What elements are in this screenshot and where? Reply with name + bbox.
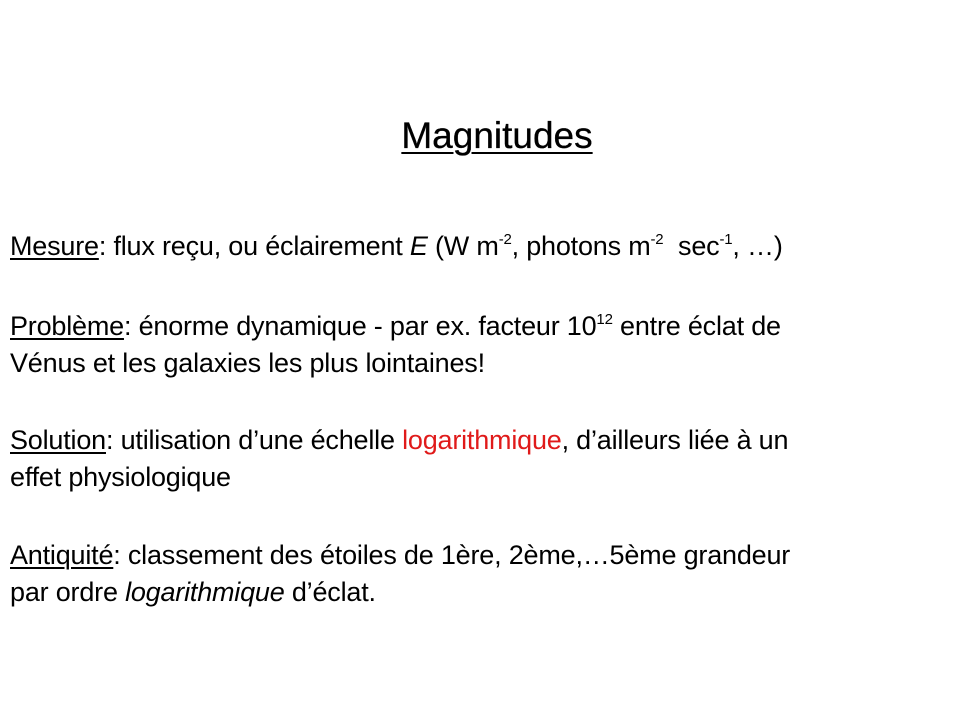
mesure-line xyxy=(10,228,955,265)
probleme-text-2: entre éclat de xyxy=(612,311,781,341)
solution-highlight: logarithmique xyxy=(402,425,562,455)
mesure-text-4: sec xyxy=(663,231,720,261)
antiquite-text-2b: d’éclat. xyxy=(284,577,376,607)
mesure-text-2: (W m xyxy=(427,231,499,261)
antiquite-line-2 xyxy=(10,574,955,611)
mesure-exponent-3: -1 xyxy=(719,231,733,248)
solution-line-1 xyxy=(10,422,955,459)
probleme-line-1 xyxy=(10,308,955,345)
probleme-line-2: Vénus et les galaxies les plus lointaines! xyxy=(10,348,485,378)
mesure-text-3: , photons m xyxy=(511,231,651,261)
antiquite-text-1: : classement des étoiles de 1ère, 2ème,…5ème grandeur xyxy=(113,540,791,570)
mesure-label: Mesure xyxy=(10,231,99,261)
probleme-exponent: 12 xyxy=(596,311,613,328)
antiquite-line-1 xyxy=(10,537,955,574)
solution-label: Solution xyxy=(10,425,106,455)
probleme-label: Problème xyxy=(10,311,124,341)
probleme-text-1: : énorme dynamique - par ex. facteur 10 xyxy=(123,311,597,341)
solution-text-1: : utilisation d’une échelle xyxy=(105,425,403,455)
mesure-paragraph xyxy=(10,228,955,265)
antiquite-italic: logarithmique xyxy=(125,577,285,607)
solution-line-2: effet physiologique xyxy=(10,462,231,492)
probleme-paragraph xyxy=(10,308,955,382)
mesure-variable-e: E xyxy=(409,231,428,261)
antiquite-paragraph xyxy=(10,537,955,611)
mesure-text-5: , …) xyxy=(732,231,783,261)
mesure-exponent-1: -2 xyxy=(498,231,512,248)
mesure-exponent-2: -2 xyxy=(650,231,664,248)
antiquite-label: Antiquité xyxy=(10,540,114,570)
slide-title: Magnitudes xyxy=(401,115,593,156)
mesure-text-1: : flux reçu, ou éclairement xyxy=(98,231,410,261)
antiquite-text-2a: par ordre xyxy=(10,577,126,607)
solution-text-2: , d’ailleurs liée à un xyxy=(561,425,789,455)
solution-paragraph xyxy=(10,422,955,496)
